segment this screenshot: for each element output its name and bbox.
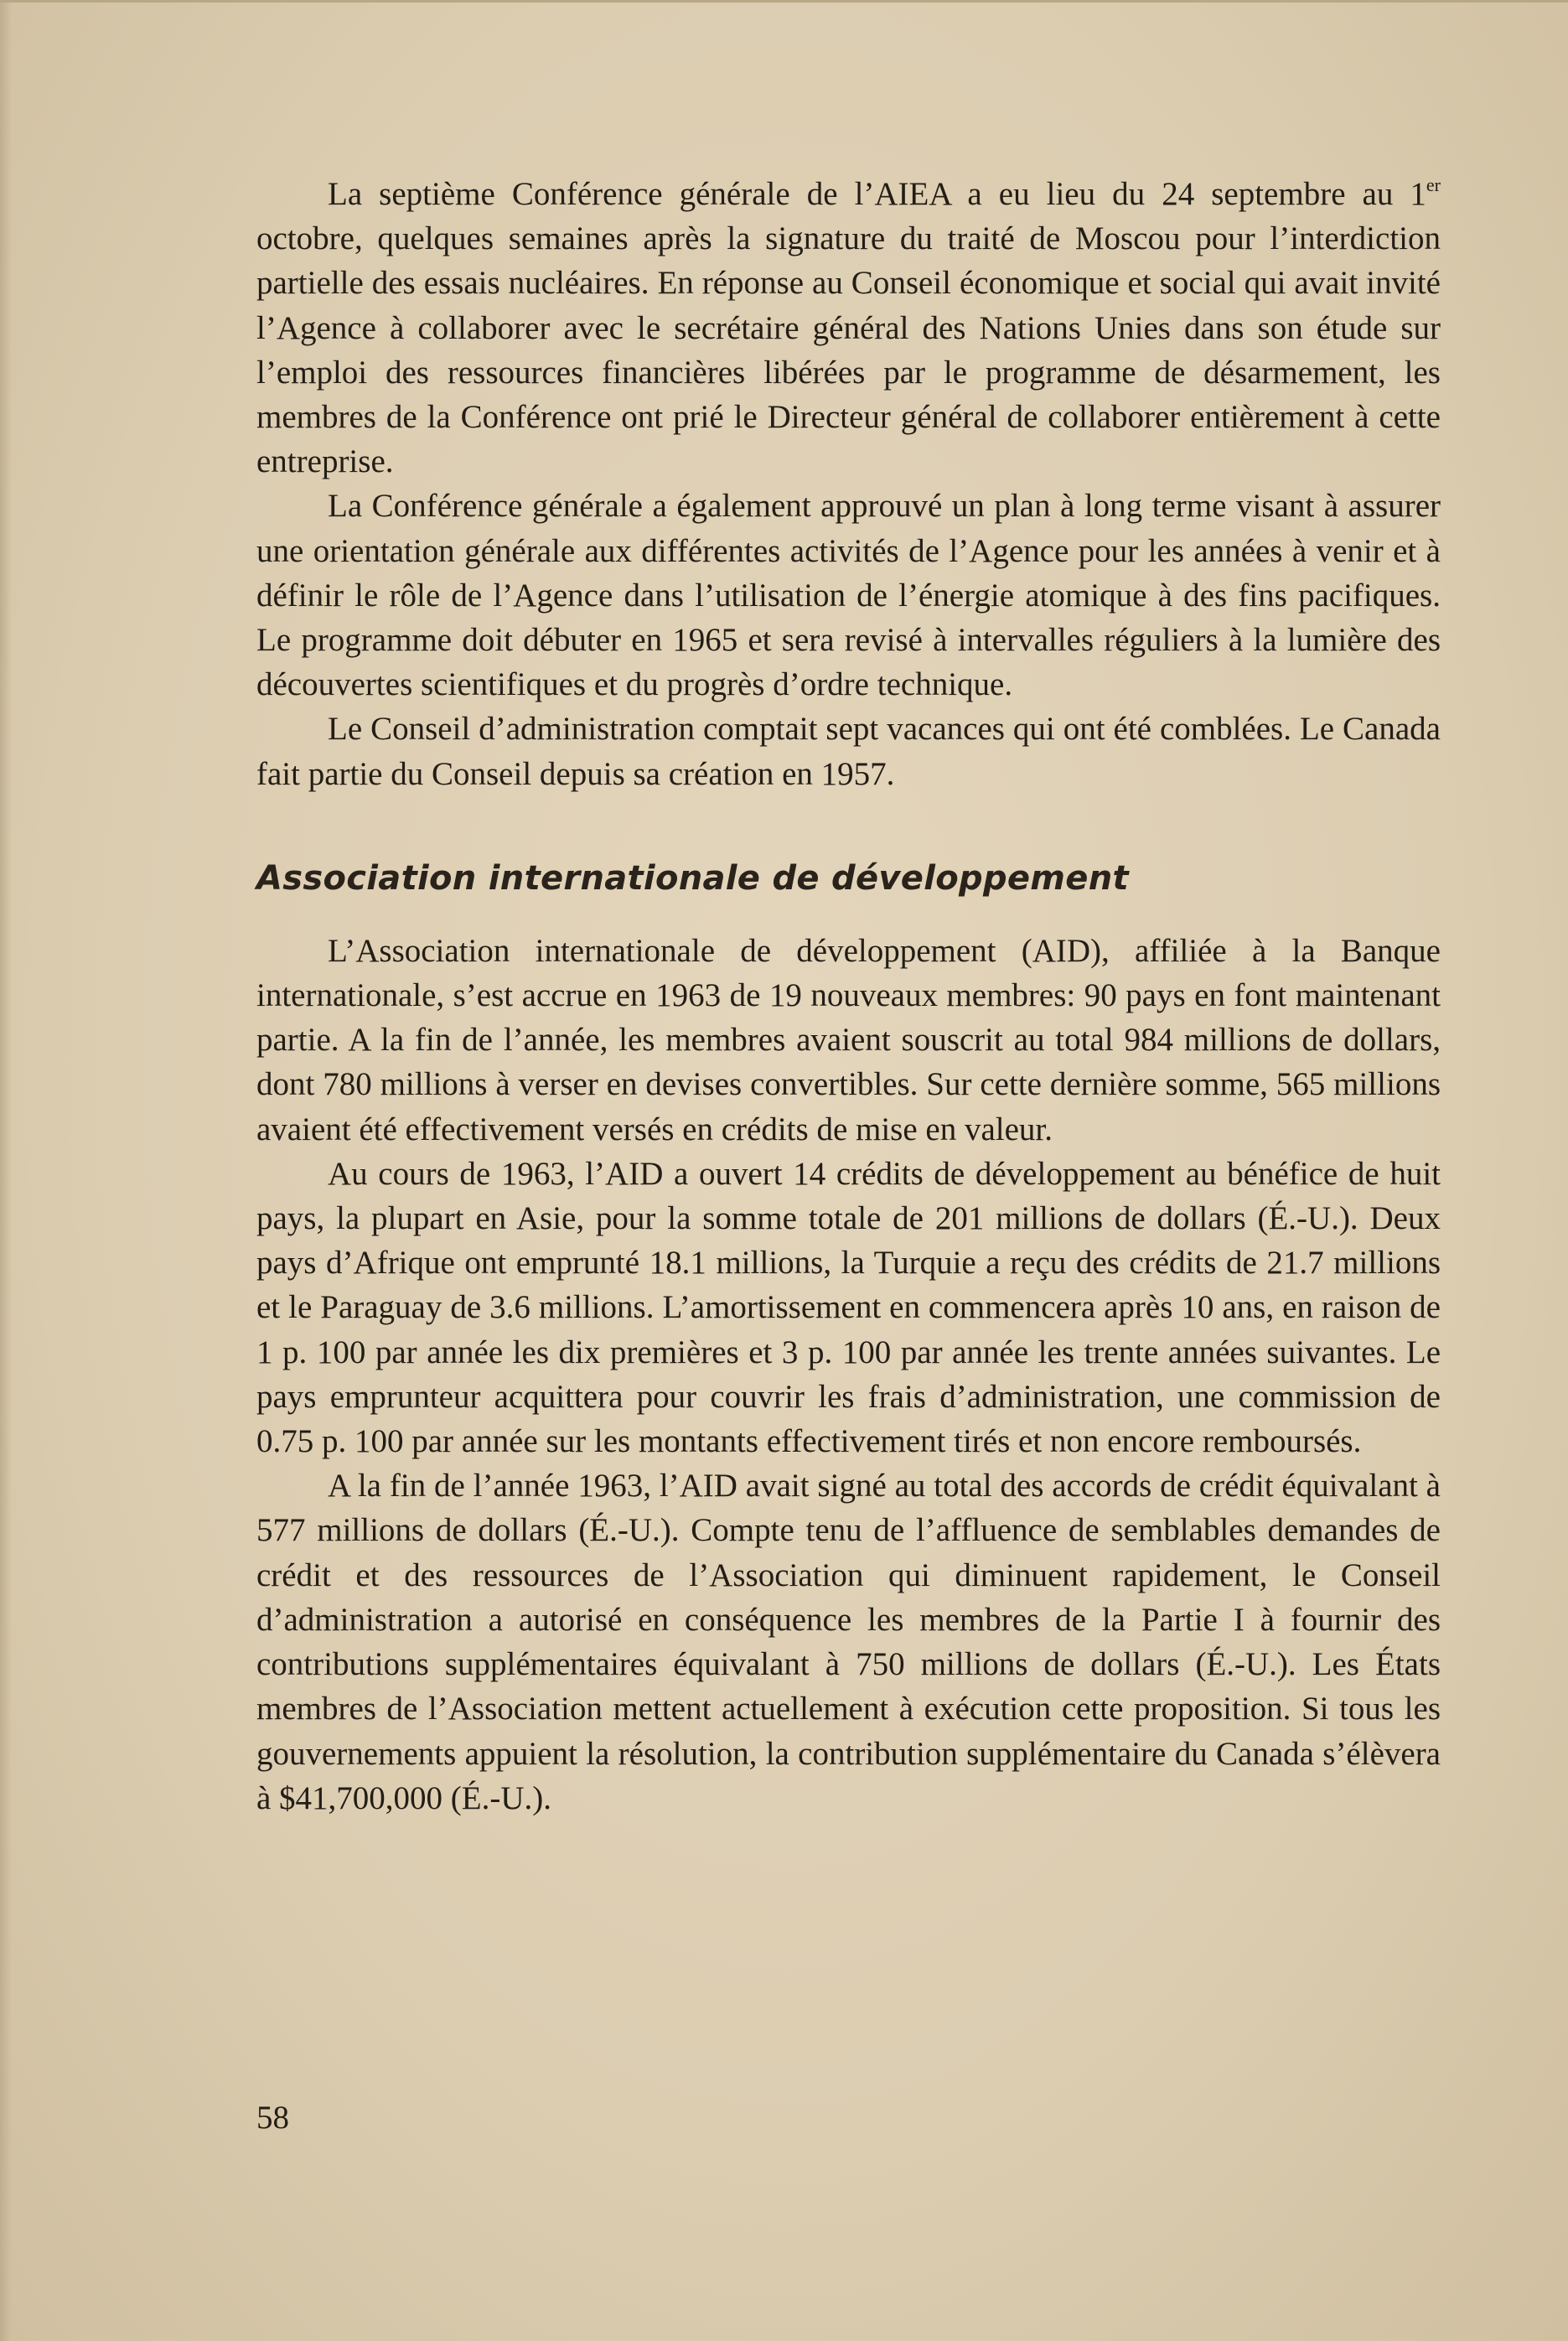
paragraph-text: La septième Conférence générale de l’AIEA a eu lieu du 24 septembre au 1	[328, 176, 1426, 212]
page-top-edge	[0, 0, 1568, 3]
page-binding-shadow	[0, 0, 12, 2341]
paragraph-aid-credits-1963: Au cours de 1963, l’AID a ouvert 14 crédits de développement au bénéfice de huit pays, la plupart en Asie, pour la somme totale de 201 millions de dollars (É.-U.). Deux pays d’Afrique ont emprunté 18.1 millions, la Turquie a reçu des crédits de 21.7 millions et le Paraguay de 3.6 millions. L’amortissement en commencera après 10 ans, en raison de 1 p. 100 par année les dix premières et 3 p. 100 par année les trente années suivantes. Le pays emprunteur acquittera pour couvrir les frais d’administration, une commission de 0.75 p. 100 par année sur les montants effectivement tirés et non encore remboursés.	[256, 1155, 1441, 1460]
paragraph-aiea-conference	[256, 172, 1441, 484]
paragraph-long-term-plan: La Conférence générale a également approuvé un plan à long terme visant à assurer une orientation générale aux différentes activités de l’Agence pour les années à venir et à définir le rôle de l’Agence dans l’utilisation de l’énergie atomique à des fins pacifiques. Le programme doit débuter en 1965 et sera revisé à intervalles réguliers à la lumière des découvertes scientifiques et du progrès d’ordre technique.	[256, 488, 1441, 703]
paragraph-aid-membership: L’Association internationale de développement (AID), affiliée à la Banque internationale, s’est accrue en 1963 de 19 nouveaux membres: 90 pays en font maintenant partie. A la fin de l’année, les membres avaient souscrit au total 984 millions de dollars, dont 780 millions à verser en devises convertibles. Sur cette dernière somme, 565 millions avaient été effectivement versés en crédits de mise en valeur.	[256, 932, 1441, 1147]
ordinal-superscript: er	[1426, 174, 1441, 195]
body-text	[256, 172, 1441, 1820]
paragraph-board-vacancies: Le Conseil d’administration comptait sept vacances qui ont été comblées. Le Canada fait partie du Conseil depuis sa création en 1957.	[256, 711, 1441, 792]
paragraph-aid-agreements: A la fin de l’année 1963, l’AID avait signé au total des accords de crédit équivalant à 577 millions de dollars (É.-U.). Compte tenu de l’affluence de semblables demandes de crédit et des ressources de l’Association qui diminuent rapidement, le Conseil d’administration a autorisé en conséquence les membres de la Partie I à fournir des contributions supplémentaires équivalant à 750 millions de dollars (É.-U.). Les États membres de l’Association mettent actuellement à exécution cette proposition. Si tous les gouvernements appuient la résolution, la contribution supplémentaire du Canada s’élèvera à $41,700,000 (É.-U.).	[256, 1468, 1441, 1816]
page-number: 58	[256, 2100, 289, 2136]
section-heading: Association internationale de développement	[256, 858, 1129, 898]
paragraph-text-continued: octobre, quelques semaines après la signature du traité de Moscou pour l’interdiction partielle des essais nucléaires. En réponse au Conseil économique et social qui avait invité l’Agence à collaborer avec le secrétaire général des Nations Unies dans son étude sur l’emploi des ressources financières libérées par le programme de désarmement, les membres de la Conférence ont prié le Directeur général de collaborer entièrement à cette entreprise.	[256, 220, 1441, 480]
